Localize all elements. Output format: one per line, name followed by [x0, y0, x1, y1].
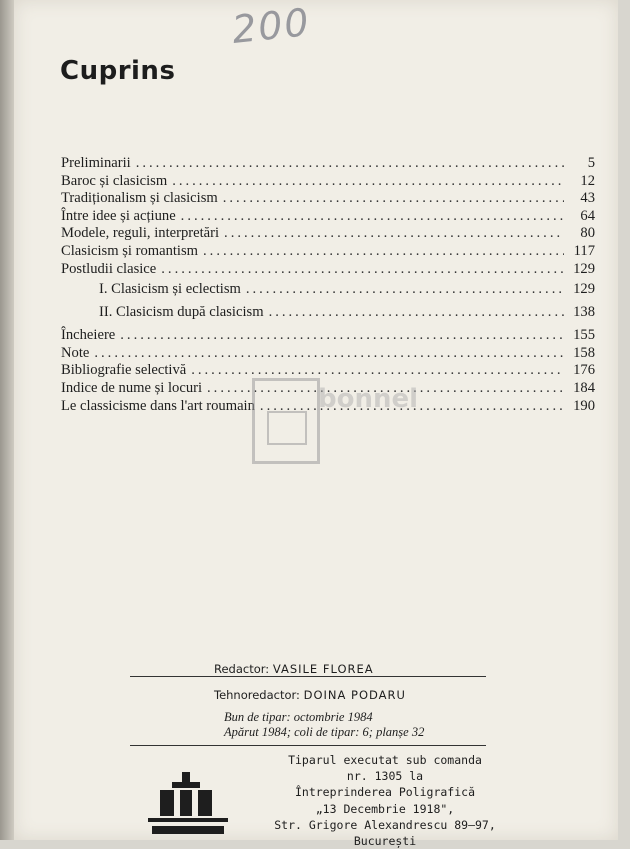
toc-entry-page: 129 [573, 260, 595, 277]
toc-leader-dots [120, 327, 564, 344]
toc-entry-label: Indice de nume și locuri [61, 379, 203, 396]
toc-leader-dots [203, 243, 564, 260]
printer-line-5: Str. Grigore Alexandrescu 89—97, [274, 817, 496, 832]
editor-name: VASILE FLOREA [272, 662, 374, 676]
printer-line-2: nr. 1305 la [346, 769, 424, 784]
editor-label: Redactor: [214, 662, 270, 676]
toc-entry [61, 281, 595, 304]
book-page [14, 0, 618, 849]
printer-line-1: Tiparul executat sub comanda [288, 753, 482, 767]
toc-entry [61, 327, 595, 345]
toc-entry-page: 80 [580, 225, 595, 242]
toc-entry [61, 261, 595, 279]
toc-entry [61, 155, 595, 173]
toc-entry-page: 12 [580, 172, 595, 189]
toc-entry [61, 362, 595, 380]
tech-editor-name: DOINA PODARU [303, 688, 406, 702]
print-info [224, 710, 464, 740]
toc-entry [61, 190, 595, 208]
credits-tech-editor [214, 688, 454, 702]
print-date: Bun de tipar: octombrie 1984 [224, 710, 373, 724]
toc-entry-page: 129 [573, 281, 595, 298]
toc-leader-dots [269, 304, 564, 321]
toc-entry [61, 173, 595, 191]
watermark-logo-icon [252, 378, 320, 464]
toc-leader-dots [246, 281, 564, 298]
toc-entry-label: II. Clasicism după clasicism [99, 304, 264, 321]
book-icon [267, 411, 307, 445]
toc-entry [61, 208, 595, 226]
toc-entry-label: Baroc și clasicism [61, 172, 168, 189]
toc-entry-label: Modele, reguli, interpretări [61, 225, 220, 242]
toc-entry-label: Note [61, 344, 90, 361]
toc-leader-dots [172, 173, 564, 190]
toc-entry-page: 5 [587, 155, 595, 171]
toc-entry-label: Între idee și acțiune [61, 207, 176, 224]
toc-entry-page: 43 [580, 190, 595, 207]
toc-entry-page: 64 [580, 207, 595, 224]
print-details: Apărut 1984; coli de tipar: 6; planșe 32 [224, 725, 425, 739]
toc-entry-page: 184 [573, 379, 595, 396]
divider-bottom [130, 745, 486, 746]
toc-leader-dots [136, 155, 564, 172]
printer-line-3: Întreprinderea Poligrafică [294, 785, 475, 800]
toc-entry-label: I. Clasicism și eclectism [99, 281, 241, 298]
toc-entry-page: 158 [573, 344, 595, 361]
toc-entry-page: 176 [573, 362, 595, 379]
toc-entry-page: 155 [573, 327, 595, 344]
credits-editor [214, 662, 454, 676]
toc-entry-label: Clasicism și romantism [61, 242, 199, 259]
printer-line-4: „13 Decembrie 1918", [315, 801, 455, 816]
toc-leader-dots [223, 190, 564, 207]
toc-entry [61, 304, 595, 327]
toc-entry [61, 225, 595, 243]
toc-entry-page: 190 [573, 397, 595, 414]
toc-leader-dots [94, 345, 564, 362]
table-of-contents [61, 155, 595, 415]
toc-entry-label: Postludii clasice [61, 260, 157, 277]
divider-top [130, 676, 486, 677]
toc-entry-label: Tradiționalism și clasicism [61, 190, 218, 207]
tech-editor-label: Tehnoredactor: [214, 688, 300, 702]
toc-leader-dots [161, 261, 564, 278]
toc-entry-label: Bibliografie selectivă [61, 362, 187, 379]
toc-leader-dots [224, 225, 564, 242]
toc-entry-label: Încheiere [61, 327, 116, 344]
handwritten-note: 200 [229, 0, 313, 52]
page-edge [0, 0, 14, 840]
toc-leader-dots [181, 208, 564, 225]
watermark-text: bonnel [318, 384, 419, 414]
toc-entry-label: Preliminarii [61, 155, 131, 171]
toc-entry-label: Le classicisme dans l'art roumain [61, 397, 255, 414]
page-title: Cuprins [60, 56, 176, 86]
printing-house-logo-icon [142, 768, 234, 840]
toc-entry-page: 138 [573, 304, 595, 321]
printer-info [250, 752, 520, 849]
toc-leader-dots [191, 362, 564, 379]
toc-entry [61, 243, 595, 261]
printer-line-6: București [353, 834, 417, 849]
toc-entry-page: 117 [573, 242, 595, 259]
toc-entry [61, 345, 595, 363]
